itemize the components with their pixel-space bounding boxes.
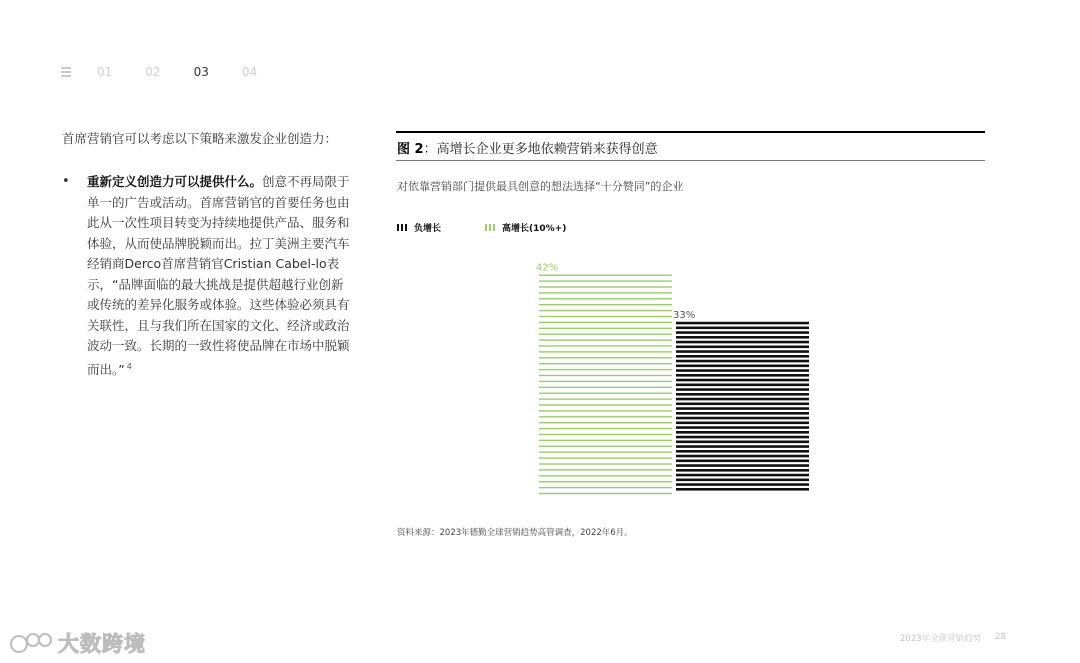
bar-stripe [539,481,672,482]
legend-label-negative: 负增长 [414,224,442,234]
bar-stripe [676,426,809,429]
bullet-bold-lead: 重新定义创造力可以提供什么。 [87,174,263,189]
bar-stripe [676,388,809,391]
bar-stripe [539,463,672,464]
bar-stripe [676,441,809,444]
bar-stripe [539,339,672,340]
figure-title-text: ：高增长企业更多地依赖营销来获得创意 [423,142,658,157]
intro-text: 首席营销官可以考虑以下策略来激发企业创造力： [62,131,338,146]
bar-stripe [676,479,809,482]
bar-stripe [539,469,672,470]
bullet-marker: • [62,174,70,189]
bar-stripe [539,334,672,335]
bar-stripe [676,369,809,372]
bar-stripe [676,350,809,353]
figure-top-rule [396,131,985,133]
nav-item-04[interactable]: 04 [241,65,258,79]
bar-stripe [676,474,809,477]
bar-stripe [539,381,672,382]
bar-stripe [676,483,809,486]
bar-stripe [676,336,809,339]
page-number: 28 [995,632,1006,642]
data-label-negative-growth: 33% [673,309,696,321]
chart-legend [397,221,610,234]
bar-stripe [539,369,672,370]
bar-stripe [676,417,809,420]
figure-subtitle: 对依靠营销部门提供最具创意的想法选择“十分赞同”的企业 [397,180,684,193]
bar-stripe [676,327,809,330]
bar-stripe [539,452,672,453]
bar-stripe [676,398,809,401]
nav-item-02[interactable]: 02 [145,65,161,79]
bar-stripe [539,310,672,311]
bar-stripe [676,450,809,453]
bar-stripe [539,410,672,411]
bar-stripe [539,457,672,458]
bar-stripe [676,412,809,415]
nav-item-01[interactable]: 01 [97,65,113,79]
source-note: 资料来源：2023年德勤全球营销趋势高管调查，2022年6月。 [397,528,633,538]
bar-stripe [676,422,809,425]
bar-stripe [539,292,672,293]
bar-stripe [539,298,672,299]
bar-stripe [676,431,809,434]
watermark-logo [8,628,146,658]
bar-stripe [539,404,672,405]
bar-stripe [676,365,809,368]
section-nav [61,64,290,80]
bar-stripe [539,304,672,305]
bar-stripe [539,351,672,352]
legend-label-high: 高增长(10%+) [502,224,567,234]
bar-stripe [539,363,672,364]
bar-stripe [676,403,809,406]
bar-stripe [539,387,672,388]
bar-stripe [539,316,672,317]
bar-stripe [676,407,809,410]
bar-stripe [676,360,809,363]
bullet-text [87,172,355,380]
bar-stripe [539,286,672,287]
menu-icon[interactable] [61,67,71,77]
bar-chart [520,255,830,500]
bar-high-growth [539,275,672,495]
legend-swatch-green [485,224,495,231]
footnote-marker: 4 [126,361,132,371]
bar-negative-growth [676,322,809,491]
figure-bottom-rule [396,160,985,161]
bar-stripe [676,445,809,448]
bar-stripe [676,436,809,439]
footer-title: 2023年全球营销趋势 [900,634,982,644]
bar-stripe [539,375,672,376]
data-label-high-growth: 42% [536,262,559,274]
bar-stripe [539,475,672,476]
bar-stripe [676,455,809,458]
legend-item-negative [397,221,441,234]
bar-stripe [539,487,672,488]
legend-swatch-black [397,224,407,231]
figure-title [397,138,658,157]
bar-stripe [676,469,809,472]
bar-stripe [539,345,672,346]
bar-stripe [539,446,672,447]
bar-stripe [539,493,672,494]
bar-stripe [539,393,672,394]
bar-stripe [539,328,672,329]
bar-stripe [676,374,809,377]
page-footer [900,632,1006,644]
bar-stripe [676,488,809,491]
bar-stripe [676,341,809,344]
bar-stripe [676,384,809,387]
nav-item-03[interactable]: 03 [193,65,209,79]
legend-item-high [485,221,566,234]
bar-stripe [539,416,672,417]
bar-stripe [539,280,672,281]
bar-stripe [539,434,672,435]
bar-stripe [676,355,809,358]
bar-stripe [539,357,672,358]
bar-stripe [676,331,809,334]
bar-stripe [539,428,672,429]
figure-label: 图 2 [397,142,424,157]
bullet-body: 创意不再局限于单一的广告或活动。首席营销官的首要任务也由此从一次性项目转变为持续地提供产品、服务和体验，从而使品牌脱颖而出。拉丁美洲主要汽车经销商Derco首席营销官Cristian Cabel-lo表示，“品牌面临的最大挑战是提供超越行业创新或传统的差异化服务或体验。这些体验必须具有关联性，且与我们所在国家的文化、经济或政治波动一致。长期的一致性将使品牌在市场中脱颖而出。” [87,174,350,377]
bar-stripe [676,464,809,467]
bar-stripe [539,322,672,323]
watermark-text: 大数跨境 [58,632,146,656]
watermark-logo-icon [8,629,54,657]
bar-stripe [539,275,672,276]
bullet-item [62,172,362,380]
bar-stripe [676,460,809,463]
bar-stripe [676,379,809,382]
bar-stripe [539,398,672,399]
bar-stripe [676,346,809,349]
bar-stripe [676,322,809,325]
bar-stripe [539,440,672,441]
bar-stripe [676,393,809,396]
bar-stripe [539,422,672,423]
